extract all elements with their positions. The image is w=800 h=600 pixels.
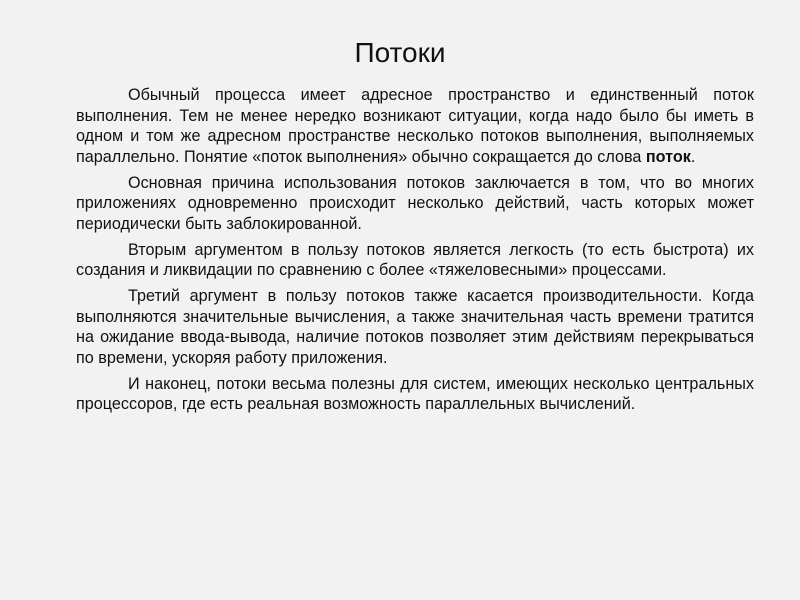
paragraph-1-text: Обычный процесса имеет адресное пространство и единственный поток выполнения. Тем не менее нередко возникают ситуации, когда надо было бы иметь в одном и том же адресном пространстве несколько потоков выполнения, выполняемых параллельно. Понятие «поток выполнения» обычно сокращается до слова (76, 86, 754, 166)
paragraph-1 (76, 85, 754, 167)
slide-title: Потоки (354, 37, 446, 68)
paragraph-4: Третий аргумент в пользу потоков также касается производительности. Когда выполняются значительные вычисления, а также значительная часть времени тратится на ожидание ввода-вывода, наличие потоков позволяет этим действиям перекрываться по времени, ускоряя работу приложения. (76, 287, 754, 367)
paragraph-2: Основная причина использования потоков заключается в том, что во многих приложениях одновременно происходит несколько действий, часть которых может периодически быть заблокированной. (76, 173, 754, 233)
paragraph-1-end: . (690, 147, 696, 166)
paragraph-3: Вторым аргументом в пользу потоков является легкость (то есть быстрота) их создания и ликвидации по сравнению с более «тяжеловесными» процессами. (76, 240, 754, 279)
paragraph-5: И наконец, потоки весьма полезны для систем, имеющих несколько центральных процессоров, где есть реальная возможность параллельных вычислений. (76, 374, 754, 413)
paragraph-1-bold-term: поток (645, 147, 691, 166)
slide-body (76, 85, 754, 420)
